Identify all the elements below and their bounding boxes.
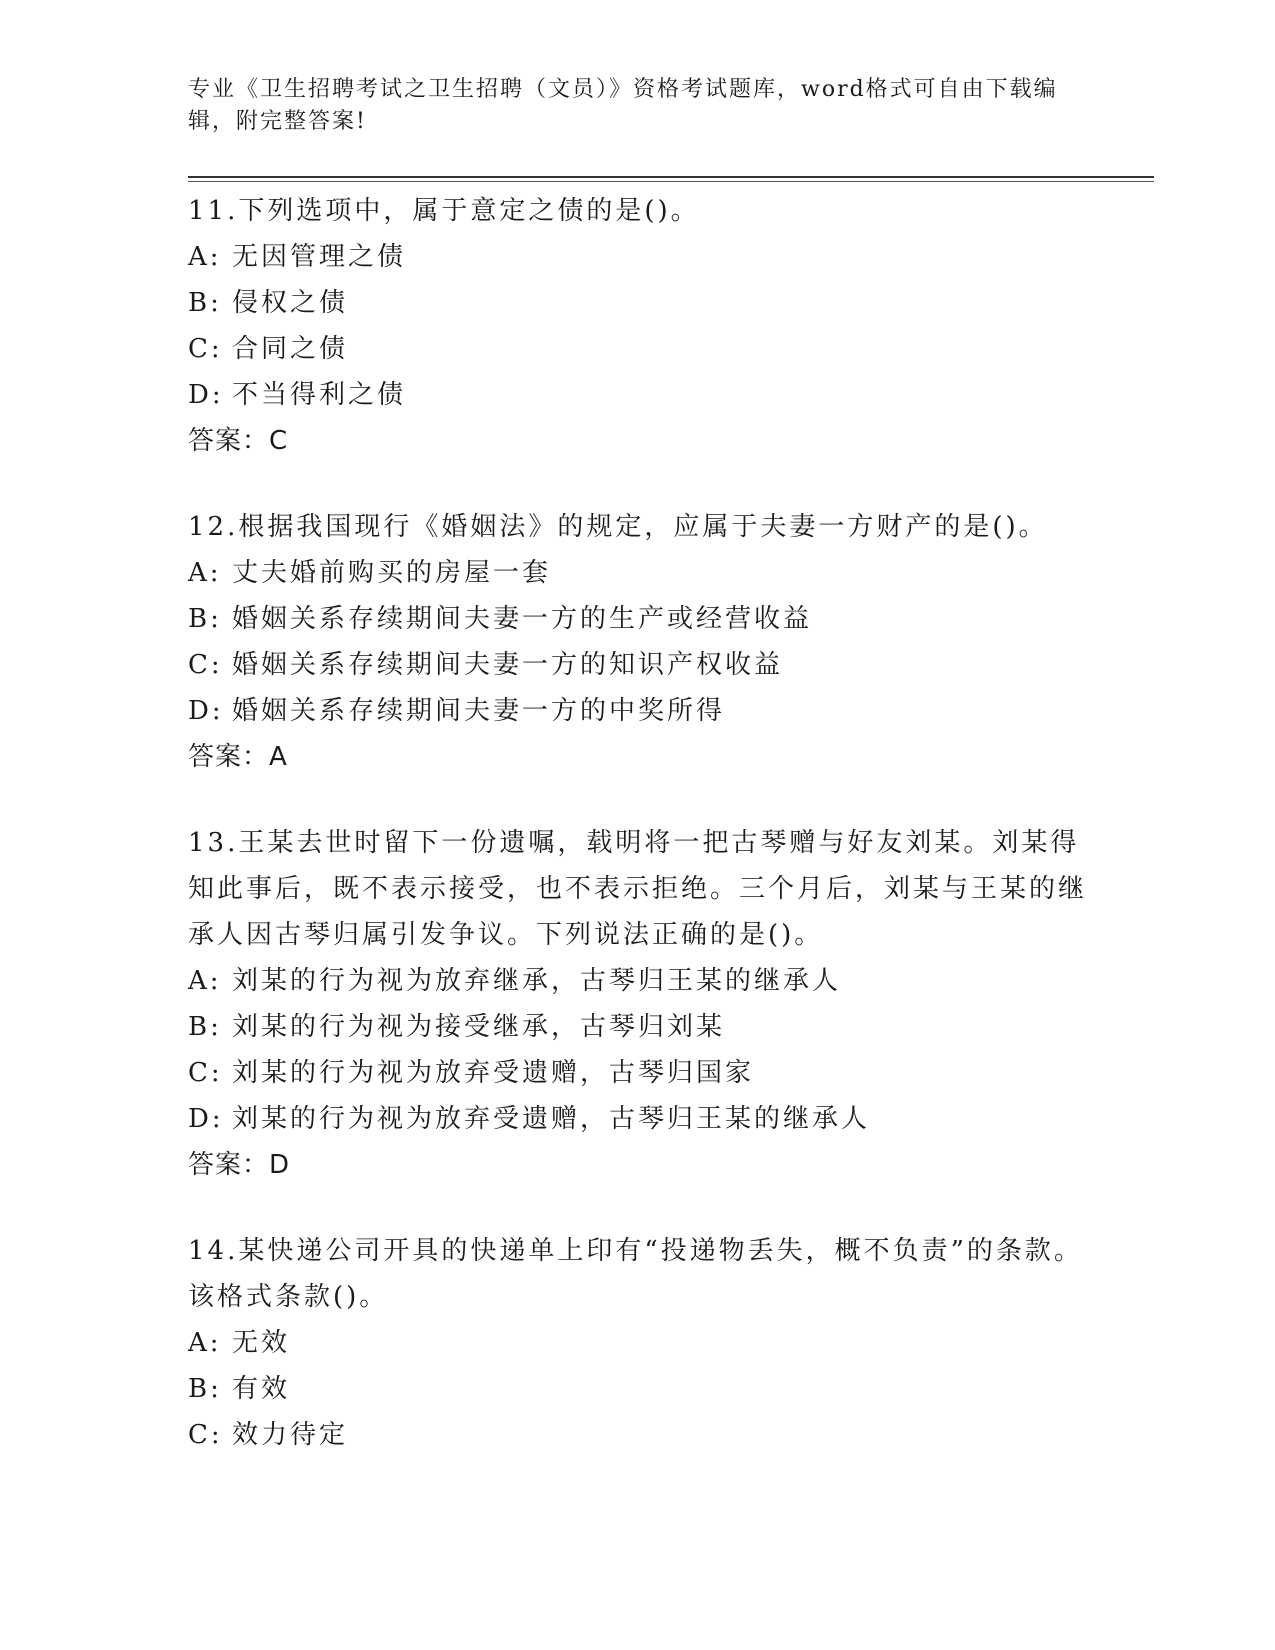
option-text: 不当得利之债 [232, 380, 407, 410]
option-d [188, 688, 1088, 734]
question-list [188, 188, 1088, 1498]
option-b [188, 1366, 1088, 1412]
option-a [188, 550, 1088, 596]
option-letter: D: [188, 696, 224, 726]
question-stem: 11.下列选项中，属于意定之债的是()。 [188, 196, 700, 226]
option-letter: B: [188, 1374, 222, 1404]
question-14 [188, 1228, 1088, 1458]
question-13 [188, 820, 1088, 1188]
option-text: 刘某的行为视为放弃受遗赠，古琴归王某的继承人 [232, 1104, 871, 1134]
option-d [188, 372, 1088, 418]
option-b [188, 280, 1088, 326]
header-divider-thick [188, 176, 1154, 178]
option-text: 侵权之债 [232, 288, 349, 318]
option-letter: C: [188, 1420, 223, 1450]
option-letter: D: [188, 1104, 224, 1134]
option-letter: D: [188, 380, 224, 410]
option-text: 效力待定 [232, 1420, 349, 1450]
option-c [188, 1050, 1088, 1096]
option-letter: A: [188, 242, 222, 272]
question-stem: 13.王某去世时留下一份遗嘱，载明将一把古琴赠与好友刘某。刘某得知此事后，既不表示接受，也不表示拒绝。三个月后，刘某与王某的继承人因古琴归属引发争议。下列说法正确的是()。 [188, 828, 1088, 950]
option-c [188, 1412, 1088, 1458]
option-letter: C: [188, 334, 223, 364]
option-text: 刘某的行为视为放弃受遗赠，古琴归国家 [232, 1058, 755, 1088]
option-a [188, 234, 1088, 280]
option-a [188, 1320, 1088, 1366]
option-text: 丈夫婚前购买的房屋一套 [232, 558, 552, 588]
header-divider-thin [188, 181, 1154, 182]
option-letter: B: [188, 604, 222, 634]
option-text: 有效 [232, 1374, 291, 1404]
question-12 [188, 504, 1088, 780]
option-d [188, 1096, 1088, 1142]
option-c [188, 642, 1088, 688]
option-text: 婚姻关系存续期间夫妻一方的生产或经营收益 [232, 604, 813, 634]
option-c [188, 326, 1088, 372]
document-header: 专业《卫生招聘考试之卫生招聘（文员）》资格考试题库，word格式可自由下载编辑，附完整答案! [188, 77, 1058, 134]
option-letter: B: [188, 1012, 222, 1042]
answer-line: 答案：A [188, 742, 288, 772]
answer-line: 答案：C [188, 426, 289, 456]
option-text: 婚姻关系存续期间夫妻一方的知识产权收益 [232, 650, 784, 680]
option-b [188, 596, 1088, 642]
option-letter: B: [188, 288, 222, 318]
question-stem: 14.某快递公司开具的快递单上印有“投递物丢失，概不负责”的条款。该格式条款()。 [188, 1236, 1083, 1312]
option-letter: A: [188, 558, 222, 588]
option-text: 合同之债 [232, 334, 349, 364]
option-text: 刘某的行为视为放弃继承，古琴归王某的继承人 [232, 966, 842, 996]
option-letter: A: [188, 966, 222, 996]
option-letter: C: [188, 1058, 223, 1088]
option-text: 无效 [232, 1328, 291, 1358]
option-text: 刘某的行为视为接受继承，古琴归刘某 [232, 1012, 726, 1042]
option-b [188, 1004, 1088, 1050]
option-text: 无因管理之债 [232, 242, 407, 272]
question-11 [188, 188, 1088, 464]
question-stem: 12.根据我国现行《婚姻法》的规定，应属于夫妻一方财产的是()。 [188, 512, 1048, 542]
option-letter: A: [188, 1328, 222, 1358]
option-text: 婚姻关系存续期间夫妻一方的中奖所得 [232, 696, 726, 726]
answer-line: 答案：D [188, 1150, 291, 1180]
option-letter: C: [188, 650, 223, 680]
option-a [188, 958, 1088, 1004]
